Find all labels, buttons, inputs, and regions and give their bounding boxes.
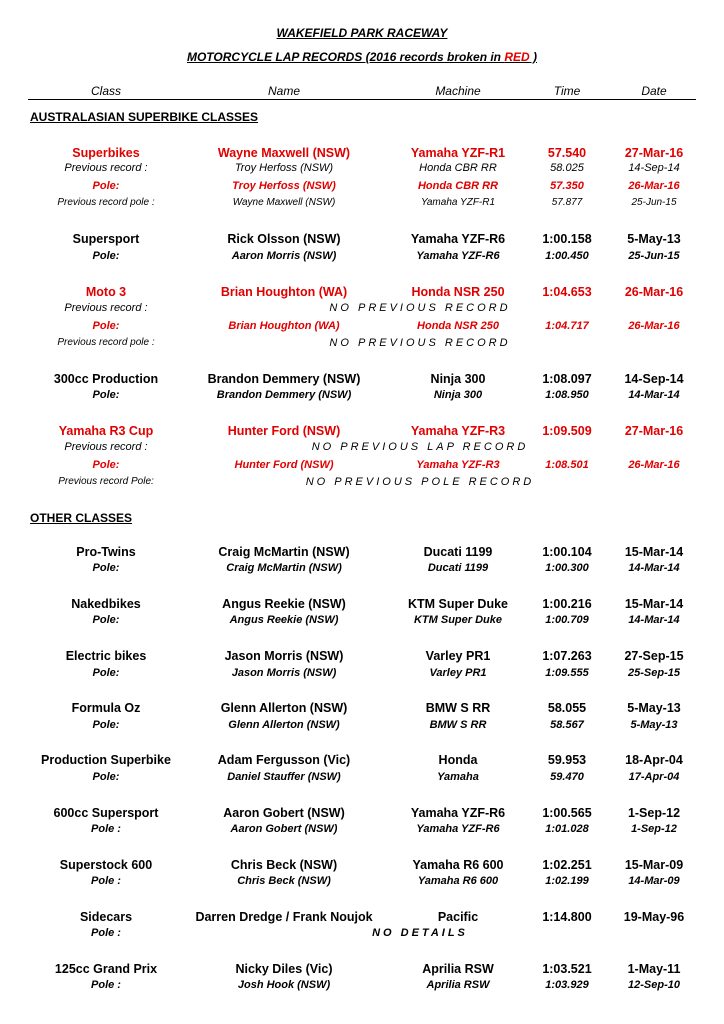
date-cell: 14-Sep-14 — [628, 162, 680, 174]
note-cell: NO PREVIOUS POLE RECORD — [305, 476, 535, 488]
header-class: Class — [90, 84, 121, 98]
date-cell: 19-May-96 — [623, 910, 685, 924]
section-other: OTHER CLASSES — [30, 511, 133, 525]
table-row — [0, 823, 724, 840]
name-cell: Jason Morris (NSW) — [224, 649, 344, 663]
table-row — [0, 180, 724, 197]
class-cell: Pro-Twins — [76, 545, 136, 559]
time-cell: 1:00.216 — [542, 597, 592, 611]
table-row — [0, 302, 724, 319]
name-cell: Angus Reekie (NSW) — [229, 614, 339, 626]
page-title: WAKEFIELD PARK RACEWAY — [276, 26, 448, 40]
machine-cell: Ninja 300 — [430, 372, 486, 386]
date-cell: 27-Mar-16 — [624, 146, 684, 160]
table-row — [0, 476, 724, 493]
class-cell: Formula Oz — [71, 701, 141, 715]
name-cell: Brandon Demmery (NSW) — [216, 389, 352, 401]
date-cell: 26-Mar-16 — [628, 459, 680, 471]
class-cell: Pole: — [92, 614, 120, 626]
table-row — [0, 927, 724, 944]
class-cell: Previous record : — [64, 162, 148, 174]
date-cell: 15-Mar-14 — [624, 545, 684, 559]
name-cell: Brian Houghton (WA) — [220, 285, 348, 299]
name-cell: Chris Beck (NSW) — [230, 858, 338, 872]
name-cell: Josh Hook (NSW) — [237, 979, 331, 991]
machine-cell: Aprilia RSW — [426, 979, 490, 991]
date-cell: 14-Mar-14 — [628, 389, 680, 401]
machine-cell: Yamaha YZF-R1 — [410, 146, 506, 160]
date-cell: 25-Jun-15 — [631, 197, 677, 208]
machine-cell: BMW S RR — [429, 719, 487, 731]
machine-cell: Yamaha YZF-R3 — [416, 459, 500, 471]
table-row — [0, 337, 724, 354]
note-cell: NO PREVIOUS RECORD — [329, 302, 511, 314]
class-cell: Pole: — [92, 771, 120, 783]
name-cell: Aaron Morris (NSW) — [231, 250, 337, 262]
time-cell: 1:00.104 — [542, 545, 592, 559]
time-cell: 1:03.521 — [542, 962, 592, 976]
class-cell: Superstock 600 — [59, 858, 153, 872]
class-cell: Supersport — [72, 232, 140, 246]
time-cell: 59.953 — [547, 753, 587, 767]
table-row — [0, 146, 724, 163]
machine-cell: Honda CBR RR — [419, 162, 497, 174]
name-cell: Glenn Allerton (NSW) — [228, 719, 340, 731]
date-cell: 27-Sep-15 — [624, 649, 684, 663]
date-cell: 14-Mar-14 — [628, 562, 680, 574]
date-cell: 27-Mar-16 — [624, 424, 684, 438]
note-cell: NO DETAILS — [372, 927, 468, 939]
time-cell: 1:08.950 — [545, 389, 589, 401]
class-cell: Pole : — [91, 823, 121, 835]
name-cell: Rick Olsson (NSW) — [227, 232, 341, 246]
class-cell: Yamaha R3 Cup — [58, 424, 154, 438]
machine-cell: Honda NSR 250 — [417, 320, 499, 332]
table-row — [0, 545, 724, 562]
class-cell: 300cc Production — [53, 372, 159, 386]
date-cell: 17-Apr-04 — [628, 771, 680, 783]
class-cell: Electric bikes — [65, 649, 147, 663]
time-cell: 1:09.509 — [542, 424, 592, 438]
time-cell: 1:00.709 — [545, 614, 589, 626]
machine-cell: KTM Super Duke — [413, 614, 502, 626]
class-cell: Production Superbike — [41, 753, 171, 767]
machine-cell: Varley PR1 — [425, 649, 491, 663]
header-divider — [28, 99, 696, 100]
time-cell: 1:03.929 — [545, 979, 589, 991]
date-cell: 14-Sep-14 — [624, 372, 684, 386]
class-cell: 125cc Grand Prix — [54, 962, 158, 976]
name-cell: Aaron Gobert (NSW) — [223, 806, 345, 820]
header-name: Name — [267, 84, 300, 98]
name-cell: Aaron Gobert (NSW) — [230, 823, 338, 835]
note-cell: NO PREVIOUS RECORD — [329, 337, 511, 349]
time-cell: 1:09.555 — [545, 667, 589, 679]
machine-cell: Yamaha YZF-R1 — [420, 197, 496, 208]
table-row — [0, 232, 724, 249]
table-row — [0, 424, 724, 441]
table-row — [0, 753, 724, 770]
table-row — [0, 459, 724, 476]
name-cell: Troy Herfoss (NSW) — [234, 162, 334, 174]
machine-cell: Pacific — [437, 910, 479, 924]
section-australasian: AUSTRALASIAN SUPERBIKE CLASSES — [30, 110, 259, 124]
time-cell: 1:00.450 — [545, 250, 589, 262]
note-cell: NO PREVIOUS LAP RECORD — [311, 441, 529, 453]
name-cell: Craig McMartin (NSW) — [218, 545, 350, 559]
class-cell: Previous record Pole: — [58, 476, 154, 487]
date-cell: 14-Mar-14 — [628, 614, 680, 626]
class-cell: Pole: — [92, 562, 120, 574]
class-cell: Previous record pole : — [57, 197, 155, 208]
table-row — [0, 320, 724, 337]
table-row — [0, 771, 724, 788]
date-cell: 1-May-11 — [627, 962, 681, 976]
machine-cell: Aprilia RSW — [422, 962, 494, 976]
table-row — [0, 649, 724, 666]
machine-cell: Yamaha YZF-R6 — [410, 232, 506, 246]
date-cell: 5-May-13 — [627, 701, 681, 715]
class-cell: Previous record pole : — [57, 337, 155, 348]
table-row — [0, 250, 724, 267]
date-cell: 26-Mar-16 — [628, 180, 680, 192]
name-cell: Chris Beck (NSW) — [237, 875, 331, 887]
table-row — [0, 162, 724, 179]
time-cell: 57.350 — [550, 180, 584, 192]
table-row — [0, 719, 724, 736]
header-machine: Machine — [435, 84, 481, 98]
machine-cell: Ducati 1199 — [427, 562, 489, 574]
name-cell: Craig McMartin (NSW) — [226, 562, 342, 574]
time-cell: 1:07.263 — [542, 649, 592, 663]
subtitle-suffix: ) — [529, 50, 538, 64]
time-cell: 1:08.501 — [545, 459, 589, 471]
class-cell: Pole: — [92, 180, 120, 192]
table-row — [0, 875, 724, 892]
name-cell: Brian Houghton (WA) — [228, 320, 340, 332]
date-cell: 5-May-13 — [627, 232, 681, 246]
time-cell: 1:14.800 — [542, 910, 592, 924]
name-cell: Hunter Ford (NSW) — [234, 459, 334, 471]
date-cell: 14-Mar-09 — [628, 875, 680, 887]
machine-cell: Ducati 1199 — [423, 545, 493, 559]
name-cell: Wayne Maxwell (NSW) — [232, 197, 336, 208]
table-row — [0, 806, 724, 823]
date-cell: 5-May-13 — [630, 719, 678, 731]
date-cell: 26-Mar-16 — [624, 285, 684, 299]
machine-cell: Ninja 300 — [433, 389, 483, 401]
time-cell: 1:02.251 — [542, 858, 592, 872]
class-cell: Pole: — [92, 459, 120, 471]
date-cell: 1-Sep-12 — [631, 823, 677, 835]
time-cell: 1:00.565 — [542, 806, 592, 820]
machine-cell: Yamaha — [437, 771, 479, 783]
class-cell: Pole : — [91, 875, 121, 887]
date-cell: 18-Apr-04 — [625, 753, 683, 767]
class-cell: Pole: — [92, 667, 120, 679]
date-cell: 1-Sep-12 — [627, 806, 681, 820]
header-date: Date — [641, 84, 667, 98]
time-cell: 58.025 — [550, 162, 584, 174]
class-cell: Previous record : — [64, 441, 148, 453]
class-cell: 600cc Supersport — [53, 806, 159, 820]
time-cell: 59.470 — [550, 771, 584, 783]
class-cell: Pole: — [92, 719, 120, 731]
name-cell: Jason Morris (NSW) — [231, 667, 337, 679]
machine-cell: Yamaha YZF-R6 — [416, 823, 500, 835]
time-cell: 57.877 — [551, 197, 583, 208]
date-cell: 15-Mar-09 — [624, 858, 684, 872]
date-cell: 15-Mar-14 — [624, 597, 684, 611]
machine-cell: Yamaha R6 600 — [417, 875, 499, 887]
class-cell: Pole : — [91, 979, 121, 991]
time-cell: 1:01.028 — [545, 823, 589, 835]
class-cell: Pole : — [91, 927, 121, 939]
table-row — [0, 858, 724, 875]
table-row — [0, 962, 724, 979]
table-row — [0, 667, 724, 684]
date-cell: 25-Sep-15 — [628, 667, 680, 679]
machine-cell: KTM Super Duke — [407, 597, 508, 611]
page-subtitle — [0, 50, 724, 64]
table-row — [0, 910, 724, 927]
time-cell: 58.567 — [550, 719, 584, 731]
name-cell: Angus Reekie (NSW) — [222, 597, 346, 611]
time-cell: 57.540 — [547, 146, 587, 160]
class-cell: Superbikes — [72, 146, 140, 160]
class-cell: Pole: — [92, 389, 120, 401]
machine-cell: Varley PR1 — [429, 667, 487, 679]
subtitle-red: RED — [504, 50, 530, 64]
machine-cell: Yamaha YZF-R3 — [410, 424, 506, 438]
table-row — [0, 979, 724, 996]
table-row — [0, 197, 724, 214]
name-cell: Darren Dredge / Frank Noujok — [195, 910, 373, 924]
time-cell: 1:08.097 — [542, 372, 592, 386]
date-cell: 12-Sep-10 — [628, 979, 680, 991]
machine-cell: Yamaha YZF-R6 — [416, 250, 500, 262]
name-cell: Nicky Diles (Vic) — [235, 962, 333, 976]
table-row — [0, 441, 724, 458]
class-cell: Pole: — [92, 250, 120, 262]
name-cell: Brandon Demmery (NSW) — [207, 372, 361, 386]
class-cell: Pole: — [92, 320, 120, 332]
time-cell: 1:02.199 — [545, 875, 589, 887]
name-cell: Hunter Ford (NSW) — [227, 424, 341, 438]
time-cell: 1:04.653 — [542, 285, 592, 299]
date-cell: 25-Jun-15 — [628, 250, 680, 262]
table-row — [0, 389, 724, 406]
name-cell: Troy Herfoss (NSW) — [232, 180, 336, 192]
class-cell: Moto 3 — [85, 285, 127, 299]
machine-cell: Honda NSR 250 — [411, 285, 505, 299]
class-cell: Nakedbikes — [71, 597, 141, 611]
table-row — [0, 372, 724, 389]
name-cell: Daniel Stauffer (NSW) — [227, 771, 341, 783]
table-row — [0, 701, 724, 718]
date-cell: 26-Mar-16 — [628, 320, 680, 332]
time-cell: 1:00.300 — [545, 562, 589, 574]
machine-cell: Yamaha YZF-R6 — [410, 806, 506, 820]
time-cell: 58.055 — [547, 701, 587, 715]
subtitle-prefix: MOTORCYCLE LAP RECORDS (2016 records broken in — [186, 50, 505, 64]
table-row — [0, 597, 724, 614]
header-time: Time — [553, 84, 581, 98]
machine-cell: Honda CBR RR — [417, 180, 499, 192]
table-row — [0, 614, 724, 631]
table-row — [0, 285, 724, 302]
class-cell: Sidecars — [79, 910, 133, 924]
name-cell: Adam Fergusson (Vic) — [217, 753, 351, 767]
table-row — [0, 562, 724, 579]
machine-cell: BMW S RR — [425, 701, 491, 715]
machine-cell: Honda — [438, 753, 478, 767]
time-cell: 1:04.717 — [545, 320, 589, 332]
name-cell: Wayne Maxwell (NSW) — [217, 146, 351, 160]
machine-cell: Yamaha R6 600 — [412, 858, 504, 872]
name-cell: Glenn Allerton (NSW) — [220, 701, 348, 715]
class-cell: Previous record : — [64, 302, 148, 314]
time-cell: 1:00.158 — [542, 232, 592, 246]
